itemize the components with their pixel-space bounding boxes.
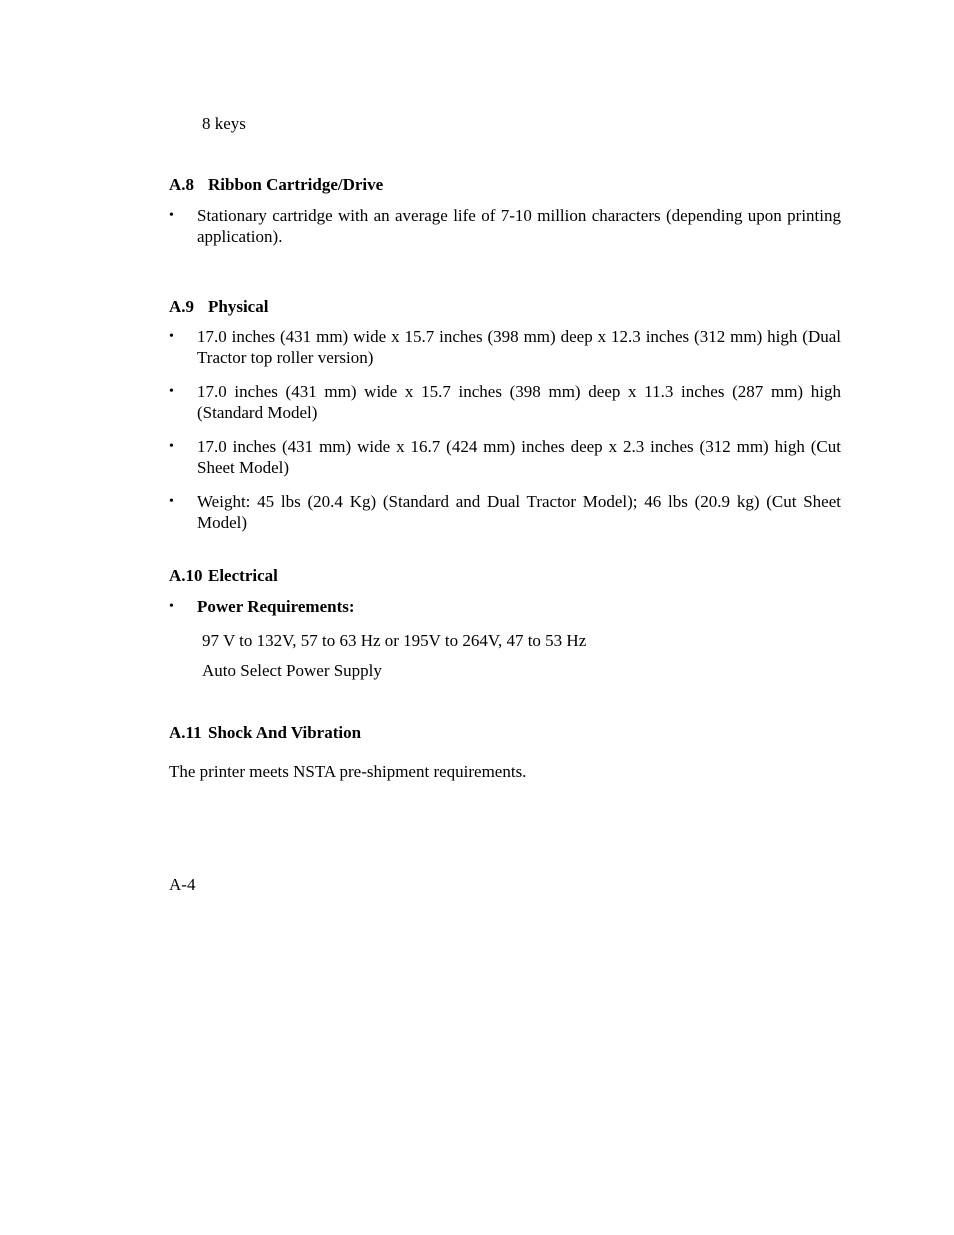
bullet-icon: • [169,599,174,614]
bullet-text: 17.0 inches (431 mm) wide x 15.7 inches (398 mm) deep x 11.3 inches (287 mm) high (Standard Model) [197,382,841,422]
list-item [169,205,841,247]
bullet-label: Power Requirements: [197,597,355,616]
bullet-icon: • [169,439,174,454]
section-heading-a10 [169,565,278,586]
list-item [169,491,841,533]
section-title: Physical [208,297,269,316]
section-title: Ribbon Cartridge/Drive [208,175,384,194]
bullet-icon: • [169,384,174,399]
page-number: A-4 [169,875,196,894]
list-item [169,596,841,617]
section-heading-a8 [169,174,383,195]
bullet-icon: • [169,494,174,509]
section-number: A.10 [169,566,203,585]
power-spec-line: 97 V to 132V, 57 to 63 Hz or 195V to 264V, 47 to 53 Hz [202,631,587,650]
top-text: 8 keys [202,114,246,133]
bullet-text: Weight: 45 lbs (20.4 Kg) (Standard and Dual Tractor Model); 46 lbs (20.9 kg) (Cut Sheet Model) [197,492,841,532]
section-number: A.9 [169,297,195,316]
body-paragraph: The printer meets NSTA pre-shipment requirements. [169,762,527,781]
section-number: A.11 [169,723,202,742]
bullet-icon: • [169,329,174,344]
list-item [169,436,841,478]
bullet-icon: • [169,208,174,223]
section-title: Electrical [208,566,278,585]
power-supply-line: Auto Select Power Supply [202,661,382,680]
bullet-text: 17.0 inches (431 mm) wide x 15.7 inches (398 mm) deep x 12.3 inches (312 mm) high (Dual Tractor top roller version) [197,327,841,367]
section-number: A.8 [169,175,195,194]
bullet-text: Stationary cartridge with an average life of 7-10 million characters (depending upon printing application). [197,206,841,246]
list-item [169,381,841,423]
bullet-text: 17.0 inches (431 mm) wide x 16.7 (424 mm) inches deep x 2.3 inches (312 mm) high (Cut Sheet Model) [197,437,841,477]
list-item [169,326,841,368]
section-title: Shock And Vibration [208,723,362,742]
section-heading-a11 [169,722,361,743]
section-heading-a9 [169,296,268,317]
